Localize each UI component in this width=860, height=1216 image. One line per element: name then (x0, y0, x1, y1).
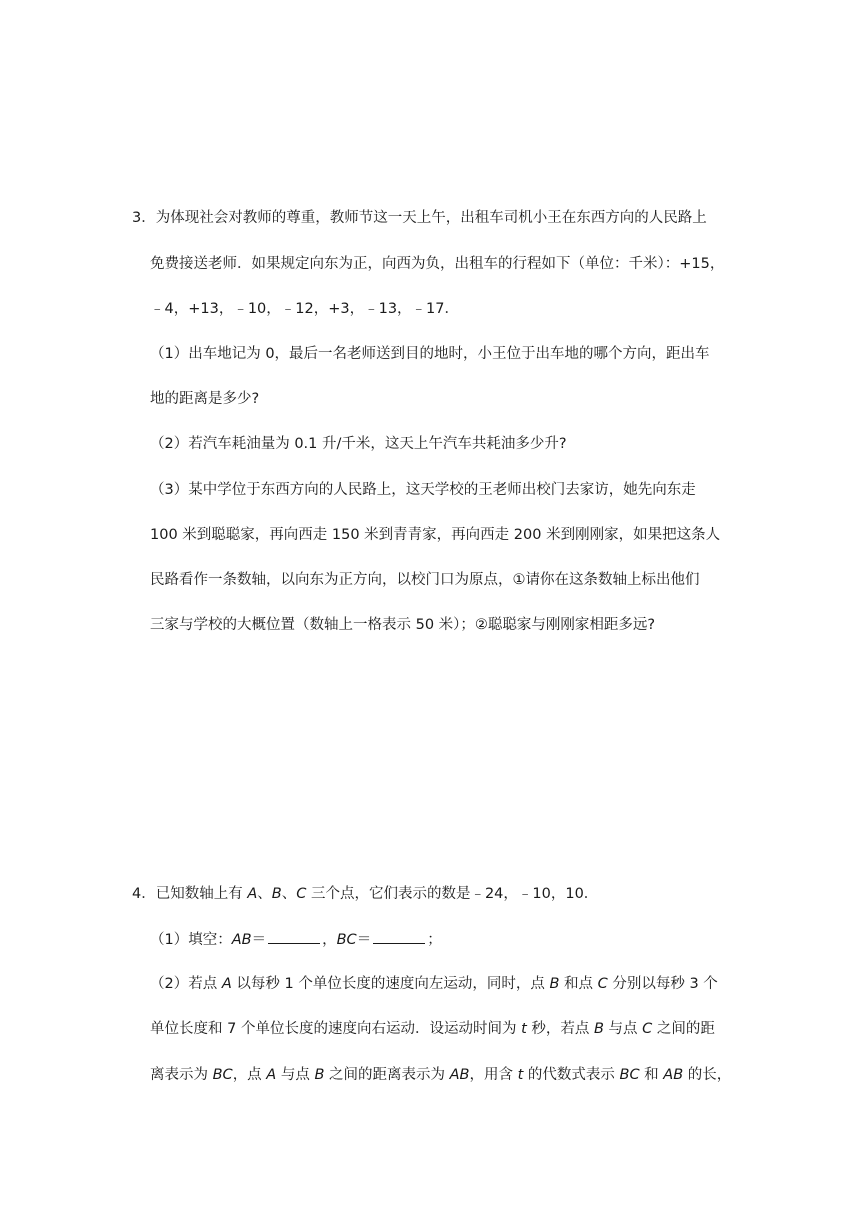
text: 之间的距离表示为 (324, 1067, 450, 1083)
q3-part3-line-1: （3）某中学位于东西方向的人民路上，这天学校的王老师出校门去家访，她先向东走 (150, 482, 696, 498)
label-bc: BC (212, 1067, 233, 1083)
var-t: t (517, 1067, 524, 1083)
q4-part2-line-3 (150, 1065, 731, 1085)
q4-part2-line-1 (150, 974, 718, 994)
text: （1）填空： (150, 932, 232, 948)
point-c: C (597, 976, 608, 992)
label-bc: BC (619, 1067, 640, 1083)
text: 的长， (683, 1067, 732, 1083)
text: 三个点，它们表示的数是﹣24，﹣10，10． (306, 886, 599, 902)
label-bc: BC (336, 932, 357, 948)
label-ab: AB (231, 932, 252, 948)
text: 秒，若点 (526, 1021, 594, 1037)
text: ， (322, 932, 337, 948)
q4-part2-line-2 (150, 1019, 715, 1039)
text: ＝ (356, 932, 372, 948)
text: 4．已知数轴上有 (132, 886, 248, 902)
text: （2）若点 (150, 976, 222, 992)
point-c: C (642, 1021, 653, 1037)
text: 分别以每秒 3 个 (607, 976, 718, 992)
q3-part1-line-1: （1）出车地记为 0，最后一名老师送到目的地时，小王位于出车地的哪个方向，距出车 (150, 346, 710, 362)
point-a: A (266, 1067, 277, 1083)
q4-line-1 (132, 884, 598, 904)
q3-part3-line-4: 三家与学校的大概位置（数轴上一格表示 50 米）；②聪聪家与刚刚家相距多远? (150, 617, 656, 633)
var-t: t (521, 1021, 527, 1037)
q3-line-2: 免费接送老师．如果规定向东为正，向西为负，出租车的行程如下（单位：千米）：+15， (150, 256, 725, 272)
text: 和 (639, 1067, 664, 1083)
text: 以每秒 1 个单位长度的速度向左运动，同时，点 (231, 976, 550, 992)
text: ； (427, 932, 442, 948)
answer-blank-bc[interactable] (373, 929, 425, 944)
text: 和点 (559, 976, 598, 992)
q3-part3-line-2: 100 米到聪聪家，再向西走 150 米到青青家，再向西走 200 米到刚刚家，如果把这条人 (150, 527, 721, 543)
point-b: B (271, 886, 282, 902)
q3-part1-line-2: 地的距离是多少? (150, 391, 260, 407)
point-b: B (549, 976, 560, 992)
text: 离表示为 (150, 1067, 213, 1083)
q3-part3-line-3: 民路看作一条数轴，以向东为正方向，以校门口为原点，①请你在这条数轴上标出他们 (150, 572, 700, 588)
text: ，点 (232, 1067, 267, 1083)
text: 的代数式表示 (523, 1067, 620, 1083)
point-a: A (247, 886, 258, 902)
point-c: C (296, 886, 307, 902)
text: ＝ (251, 932, 267, 948)
text: ，用含 (469, 1067, 518, 1083)
text: 之间的距 (652, 1021, 715, 1037)
point-b: B (314, 1067, 325, 1083)
text: 、 (257, 886, 272, 902)
point-a: A (221, 976, 232, 992)
q3-line-3: ﹣4，+13，﹣10，﹣12，+3，﹣13，﹣17． (150, 301, 460, 317)
text: 单位长度和 7 个单位长度的速度向右运动．设运动时间为 (150, 1021, 522, 1037)
q3-part2-line: （2）若汽车耗油量为 0.1 升/千米，这天上午汽车共耗油多少升? (150, 436, 567, 452)
q3-line-1: 3．为体现社会对教师的尊重，教师节这一天上午，出租车司机小王在东西方向的人民路上 (132, 210, 707, 226)
text: 与点 (276, 1067, 315, 1083)
text: 与点 (603, 1021, 643, 1037)
text: 、 (281, 886, 297, 902)
label-ab: AB (663, 1067, 684, 1083)
answer-blank-ab[interactable] (268, 929, 320, 944)
q4-part1-line (150, 929, 442, 950)
label-ab: AB (449, 1067, 470, 1083)
point-b: B (593, 1021, 604, 1037)
